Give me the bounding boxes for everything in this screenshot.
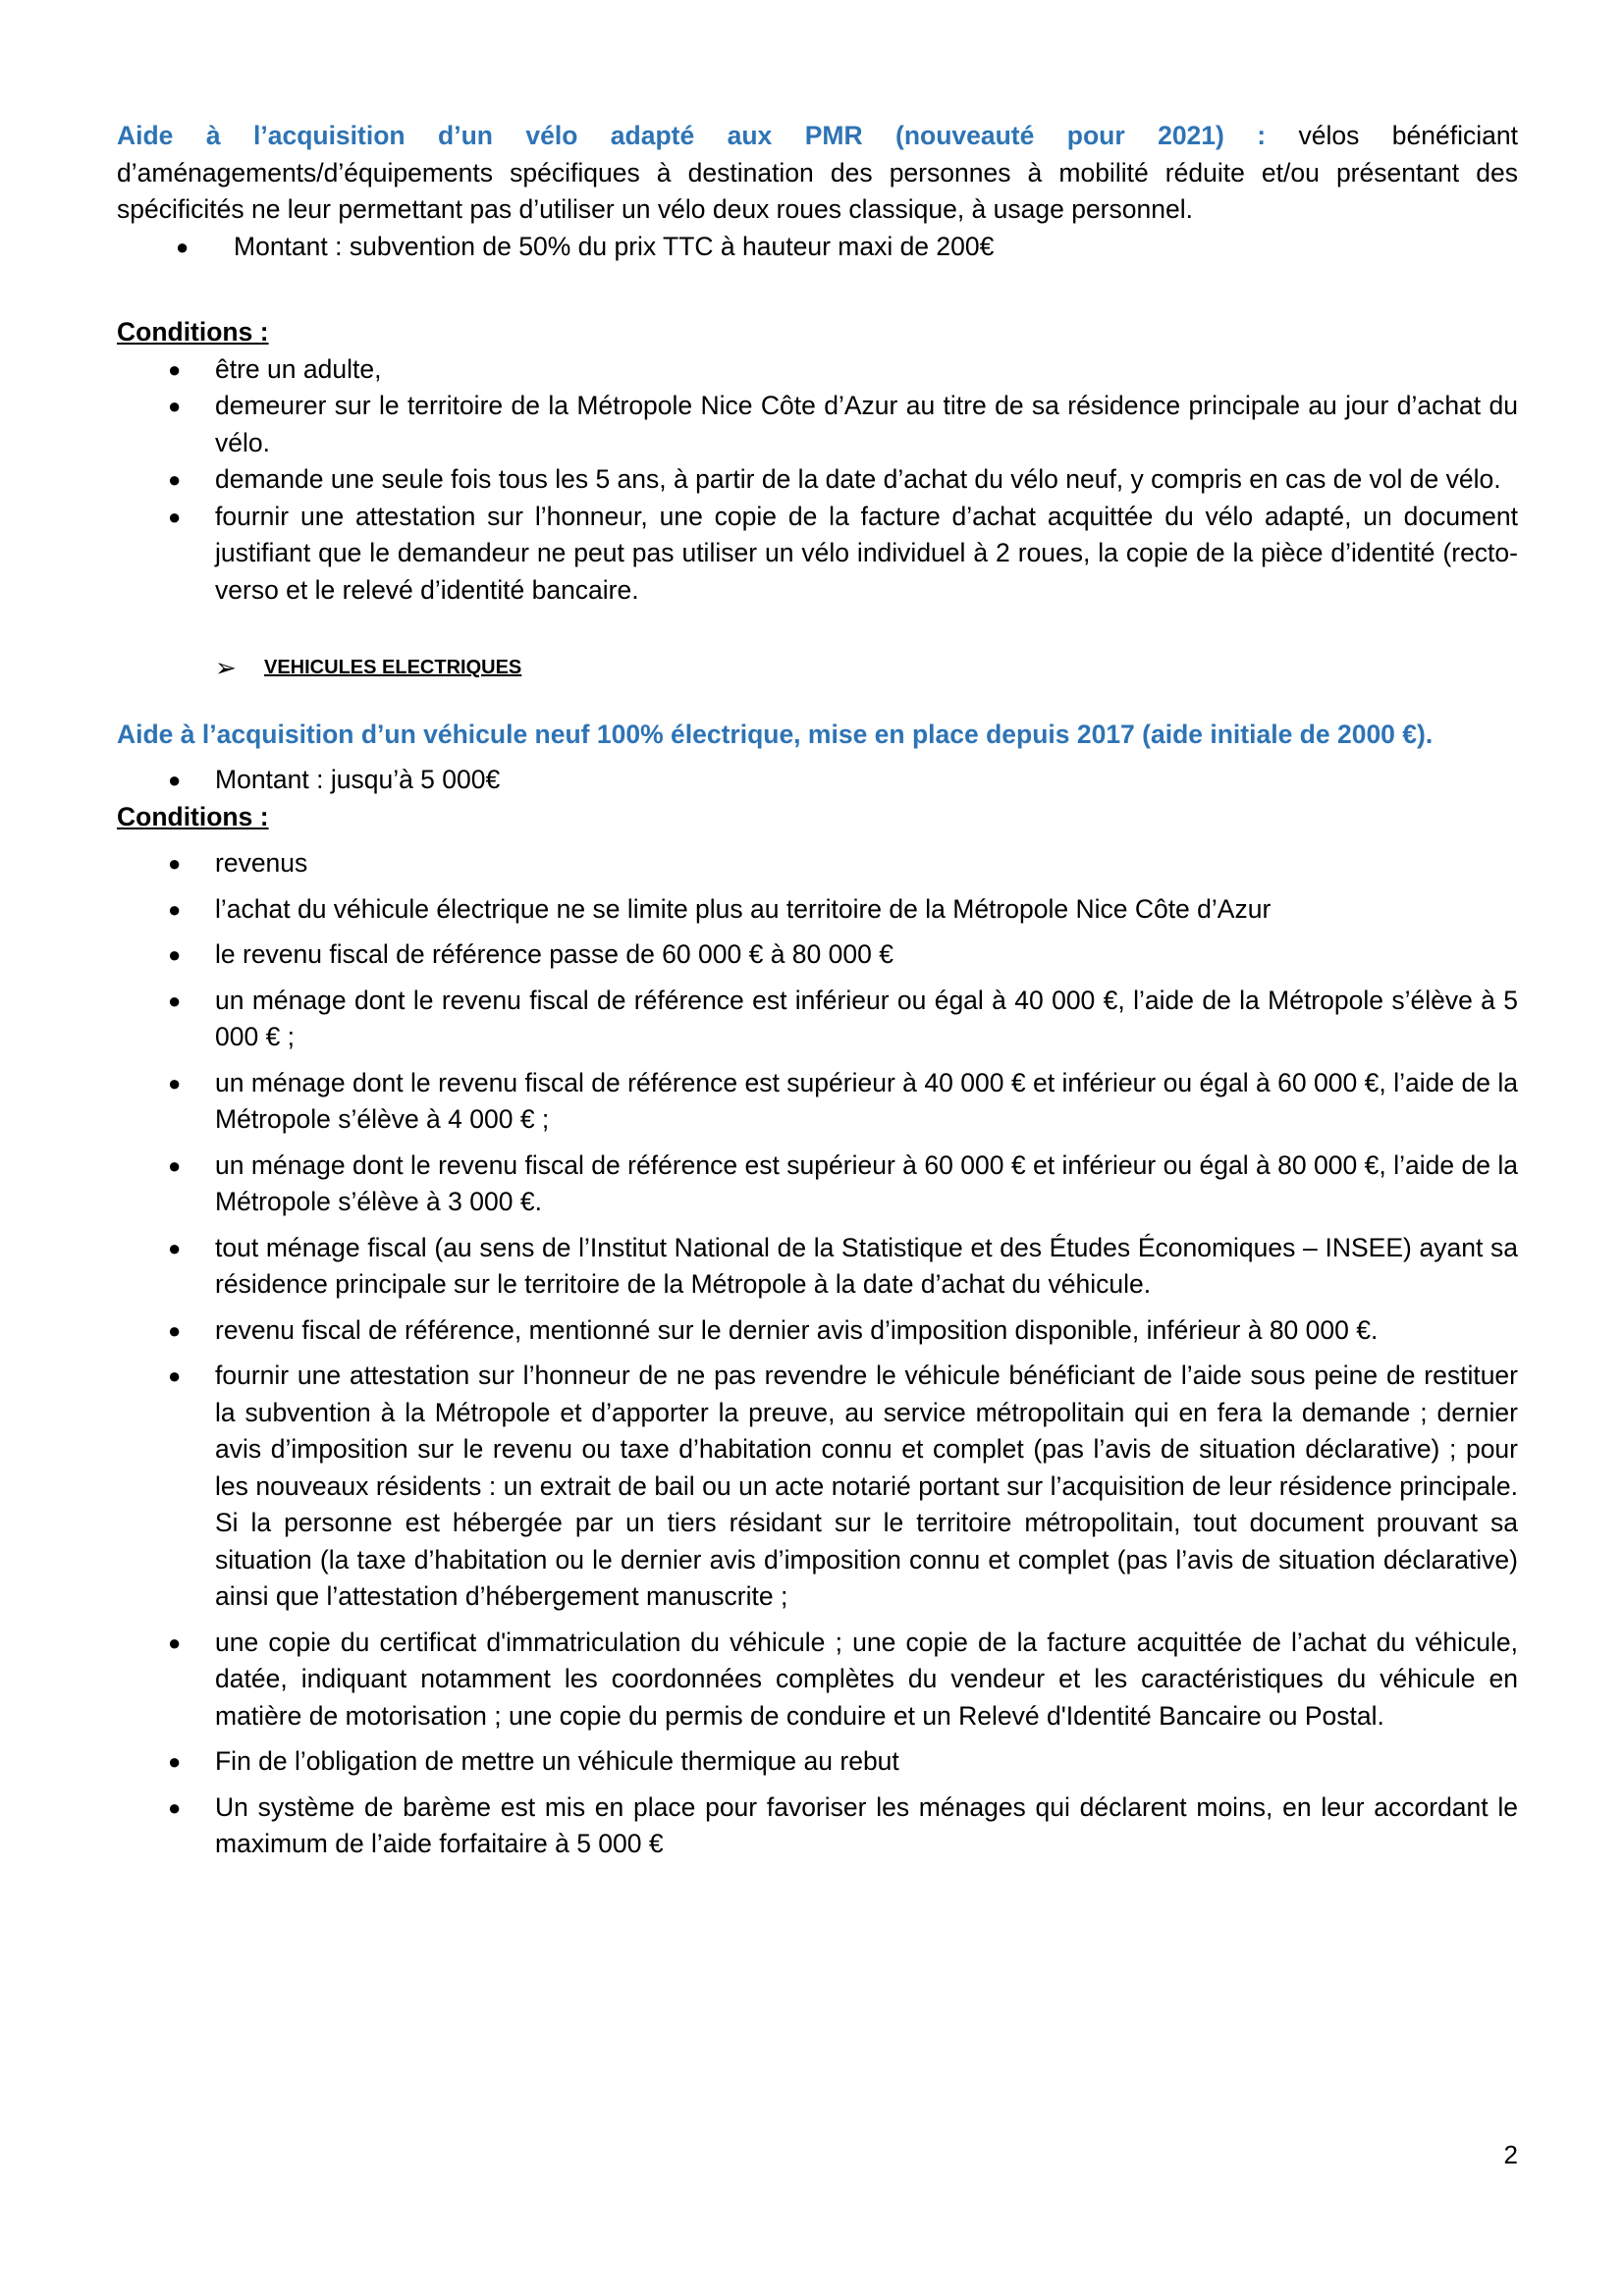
list-item — [117, 1625, 1518, 1735]
condition-text: être un adulte, — [215, 353, 382, 384]
page-number: 2 — [1503, 2140, 1518, 2169]
condition-text: une copie du certificat d'immatriculation du véhicule ; une copie de la facture acquittée de l’achat du véhicule, datée, indiquant notamment les coordonnées complètes du vendeur et les caractéristiques du véhicule en matière de motorisation ; une copie du permis de conduire et un Relevé d'Identité Bancaire ou Postal. — [215, 1627, 1518, 1731]
section2-arrow-heading — [117, 650, 1518, 687]
condition-text: fournir une attestation sur l’honneur de ne pas revendre le véhicule bénéficiant de l’aide sous peine de restituer la subvention à la Métropole et d’apporter la preuve, au service métropolitain qui en fera la demande ; dernier avis d’imposition sur le revenu ou taxe d’habitation connu et complet (pas l’avis de situation déclarative) ; pour les nouveaux résidents : un extrait de bail ou un acte notarié portant sur l’acquisition de leur résidence principale. Si la personne est hébergée par un tiers résidant sur le territoire métropolitain, tout document prouvant sa situation (la taxe d’habitation ou le dernier avis d’imposition connu et complet (pas l’avis de situation déclarative) ainsi que l’attestation d’hébergement manuscrite ; — [215, 1361, 1518, 1611]
condition-text: un ménage dont le revenu fiscal de référence est supérieur à 40 000 € et inférieur ou égal à 60 000 €, l’aide de la Métropole s’élève à 4 000 € ; — [215, 1067, 1518, 1134]
bullet-icon: ● — [168, 1070, 182, 1095]
bullet-icon: ● — [168, 356, 182, 382]
condition-text: l’achat du véhicule électrique ne se limite plus au territoire de la Métropole Nice Côte d’Azur — [215, 893, 1272, 924]
list-item — [117, 936, 1518, 974]
condition-text: Fin de l’obligation de mettre un véhicule thermique au rebut — [215, 1746, 899, 1776]
condition-text: un ménage dont le revenu fiscal de référence est inférieur ou égal à 40 000 €, l’aide de la Métropole s’élève à 5 000 € ; — [215, 985, 1518, 1051]
section1-amount: Montant : subvention de 50% du prix TTC à hauteur maxi de 200€ — [234, 231, 995, 261]
bullet-icon: ● — [168, 768, 182, 792]
bullet-icon: ● — [168, 467, 182, 492]
bullet-icon: ● — [168, 1629, 182, 1655]
bullet-icon: ● — [168, 504, 182, 529]
arrow-right-icon: ➢ — [215, 653, 237, 682]
bullet-icon: ● — [168, 896, 182, 922]
condition-text: revenus — [215, 848, 308, 878]
list-item — [117, 983, 1518, 1056]
list-item — [117, 229, 1518, 266]
condition-text: demande une seule fois tous les 5 ans, à partir de la date d’achat du vélo neuf, y compris en cas de vol de vélo. — [215, 464, 1501, 494]
section2-arrow-heading-text: VEHICULES ELECTRIQUES — [264, 657, 522, 678]
bullet-icon: ● — [168, 1794, 182, 1820]
section2-amount-list — [117, 762, 1518, 799]
list-item — [117, 1789, 1518, 1863]
condition-text: demeurer sur le territoire de la Métropole Nice Côte d’Azur au titre de sa résidence principale au jour d’achat du vélo. — [215, 391, 1518, 457]
list-item — [117, 1148, 1518, 1221]
list-item — [117, 1230, 1518, 1304]
section1-amount-list — [117, 229, 1518, 266]
section2-heading: Aide à l’acquisition d’un véhicule neuf 100% électrique, mise en place depuis 2017 (aide initiale de 2000 €). — [117, 719, 1434, 749]
bullet-icon: ● — [168, 394, 182, 418]
section1-conditions-title: Conditions : — [117, 317, 269, 347]
list-item — [117, 762, 1518, 799]
bullet-icon: ● — [168, 988, 182, 1013]
section2-conditions-title: Conditions : — [117, 801, 269, 831]
condition-text: le revenu fiscal de référence passe de 60 000 € à 80 000 € — [215, 939, 893, 969]
list-item — [117, 499, 1518, 610]
section2-conditions-list — [117, 845, 1518, 1863]
list-item — [117, 1358, 1518, 1616]
bullet-icon: ● — [168, 1363, 182, 1388]
list-item — [117, 461, 1518, 499]
bullet-icon: ● — [168, 942, 182, 967]
bullet-icon: ● — [168, 1317, 182, 1343]
bullet-icon: ● — [168, 1235, 182, 1260]
section2-amount: Montant : jusqu’à 5 000€ — [215, 765, 501, 794]
condition-text: Un système de barème est mis en place pour favoriser les ménages qui déclarent moins, en leur accordant le maximum de l’aide forfaitaire à 5 000 € — [215, 1791, 1518, 1858]
list-item — [117, 388, 1518, 461]
bullet-icon: ● — [176, 234, 189, 259]
bullet-icon: ● — [168, 851, 182, 876]
list-item — [117, 1065, 1518, 1139]
section1-intro — [117, 118, 1518, 229]
list-item — [117, 351, 1518, 389]
bullet-icon: ● — [168, 1152, 182, 1178]
list-item — [117, 891, 1518, 929]
condition-text: revenu fiscal de référence, mentionné sur le dernier avis d’imposition disponible, inférieur à 80 000 €. — [215, 1314, 1379, 1345]
bullet-icon: ● — [168, 1749, 182, 1774]
list-item — [117, 1743, 1518, 1781]
section1-text: vélos bénéficiant d’aménagements/d’équipements spécifiques à destination des personnes à mobilité réduite et/ou présentant des spécificités ne leur permettant pas d’utiliser un vélo deux roues classique, à usage personnel. — [117, 121, 1518, 224]
document-page — [117, 118, 1518, 1872]
condition-text: un ménage dont le revenu fiscal de référence est supérieur à 60 000 € et inférieur ou égal à 80 000 €, l’aide de la Métropole s’élève à 3 000 €. — [215, 1149, 1518, 1216]
list-item — [117, 845, 1518, 882]
section1-heading: Aide à l’acquisition d’un vélo adapté aux PMR (nouveauté pour 2021) : — [117, 121, 1267, 150]
list-item — [117, 1312, 1518, 1350]
section1-conditions-list — [117, 351, 1518, 610]
condition-text: tout ménage fiscal (au sens de l’Institut National de la Statistique et des Études Économiques – INSEE) ayant sa résidence principale sur le territoire de la Métropole à la date d’achat du véhicule. — [215, 1232, 1518, 1299]
condition-text: fournir une attestation sur l’honneur, une copie de la facture d’achat acquittée du vélo adapté, un document justifiant que le demandeur ne peut pas utiliser un vélo individuel à 2 roues, la copie de la pièce d’identité (recto-verso et le relevé d’identité bancaire. — [215, 501, 1518, 605]
